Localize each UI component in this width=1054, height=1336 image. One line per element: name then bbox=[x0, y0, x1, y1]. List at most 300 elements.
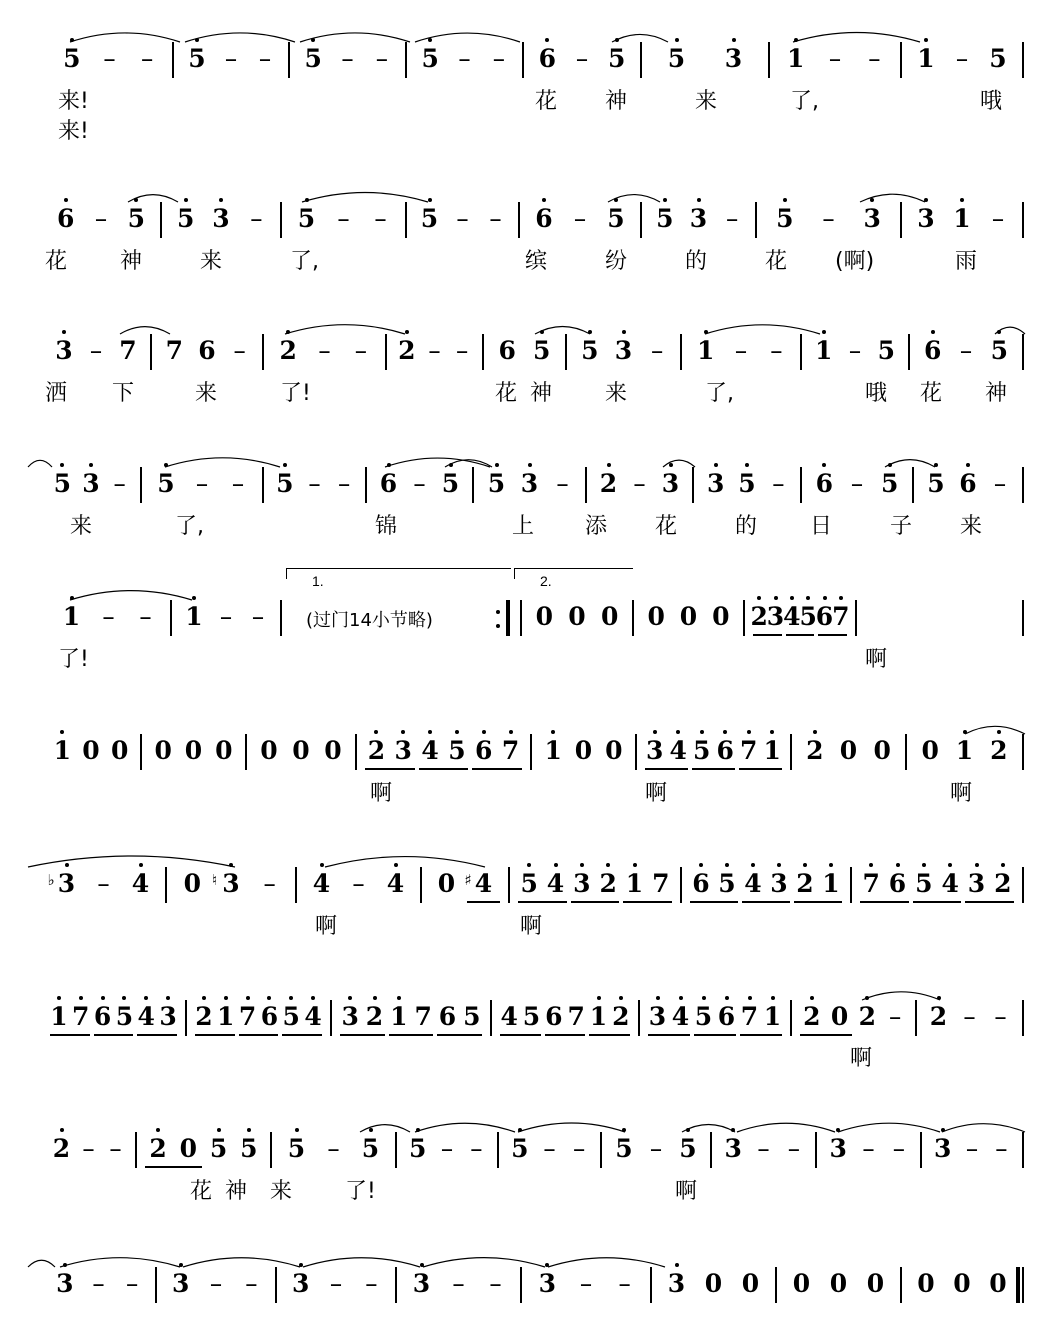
octave-dot bbox=[320, 863, 324, 867]
eighth-underline bbox=[282, 1034, 322, 1036]
dash-extension: – bbox=[125, 1269, 139, 1298]
octave-dot bbox=[60, 463, 64, 467]
lyric-syllable: 啊 bbox=[370, 781, 393, 806]
eighth-underline bbox=[965, 901, 1014, 903]
barline bbox=[1022, 334, 1024, 370]
octave-dot bbox=[70, 38, 74, 42]
volta-label-1: 1. bbox=[312, 573, 324, 589]
octave-dot bbox=[219, 198, 223, 202]
octave-dot bbox=[289, 996, 293, 1000]
note: 6 bbox=[692, 869, 710, 899]
note: 0 bbox=[873, 736, 891, 765]
note: 5 bbox=[421, 204, 439, 234]
barline bbox=[1022, 42, 1024, 78]
barline bbox=[280, 202, 282, 238]
slur bbox=[705, 325, 820, 334]
dash-extension: – bbox=[618, 1269, 631, 1298]
lyric-syllable: 了, bbox=[705, 381, 734, 406]
barline bbox=[1022, 467, 1024, 503]
barline bbox=[140, 467, 142, 503]
note: 4 bbox=[672, 1002, 690, 1032]
dash-extension: – bbox=[109, 1134, 122, 1163]
note: 3 bbox=[770, 869, 788, 899]
lyric-syllable: (啊) bbox=[835, 249, 875, 274]
note: 5 bbox=[915, 869, 933, 899]
note: 5 bbox=[693, 736, 711, 766]
octave-dot bbox=[420, 1263, 424, 1267]
barline bbox=[800, 334, 802, 370]
note: 1 bbox=[763, 736, 781, 766]
note: 5 bbox=[799, 602, 817, 632]
barline bbox=[1022, 1000, 1024, 1036]
dash-extension: – bbox=[82, 1134, 95, 1163]
octave-dot bbox=[997, 730, 1001, 734]
barline bbox=[170, 600, 172, 636]
octave-dot bbox=[134, 198, 138, 202]
octave-dot bbox=[527, 863, 531, 867]
barline bbox=[915, 1000, 917, 1036]
note: 6 bbox=[538, 44, 556, 74]
slur bbox=[185, 33, 295, 42]
dash-extension: – bbox=[959, 336, 973, 365]
note: 0 bbox=[82, 736, 100, 765]
eighth-underline bbox=[694, 1034, 736, 1036]
note: 1 bbox=[764, 1002, 782, 1032]
octave-dot bbox=[554, 863, 558, 867]
eighth-underline bbox=[239, 1034, 279, 1036]
note: 5 bbox=[522, 1002, 541, 1031]
note: 0 bbox=[989, 1269, 1007, 1298]
eighth-underline bbox=[94, 1034, 134, 1036]
note: 1 bbox=[953, 204, 971, 234]
barline bbox=[1022, 867, 1024, 903]
note: 7 bbox=[502, 736, 520, 766]
octave-dot bbox=[934, 463, 938, 467]
note: 2 bbox=[367, 736, 385, 766]
octave-dot bbox=[580, 863, 584, 867]
barline bbox=[508, 867, 510, 903]
eighth-underline bbox=[437, 1034, 482, 1036]
dash-extension: – bbox=[822, 204, 835, 233]
barline bbox=[815, 1132, 817, 1168]
slur bbox=[423, 1258, 545, 1267]
octave-dot bbox=[732, 38, 736, 42]
octave-dot bbox=[540, 330, 544, 334]
slur bbox=[415, 1123, 515, 1132]
note: 5 bbox=[511, 1134, 529, 1164]
note: 0 bbox=[260, 736, 278, 765]
note: 4 bbox=[669, 736, 687, 766]
barline bbox=[565, 334, 567, 370]
note: 7 bbox=[239, 1002, 257, 1032]
dash-extension: – bbox=[250, 204, 263, 233]
eighth-underline bbox=[818, 634, 847, 636]
octave-dot bbox=[202, 996, 206, 1000]
note: 1 bbox=[63, 602, 81, 632]
note: 5 bbox=[362, 1134, 380, 1164]
octave-dot bbox=[676, 730, 680, 734]
dash-extension: – bbox=[341, 44, 354, 73]
note: 2 bbox=[750, 602, 768, 632]
note: 0 bbox=[574, 736, 593, 765]
dash-extension: – bbox=[757, 1134, 770, 1163]
note: 5 bbox=[990, 336, 1008, 366]
note: 1 bbox=[590, 1002, 608, 1032]
octave-dot bbox=[663, 198, 667, 202]
note: 2 bbox=[930, 1002, 948, 1032]
dash-extension: – bbox=[649, 1134, 663, 1163]
note: 3 bbox=[55, 336, 73, 366]
barline bbox=[650, 1267, 652, 1303]
octave-dot bbox=[374, 730, 378, 734]
octave-dot bbox=[305, 198, 309, 202]
lyric-syllable: 花 bbox=[920, 381, 943, 406]
note: 5 bbox=[463, 1002, 481, 1031]
note: 5 bbox=[989, 44, 1007, 73]
note: 5 bbox=[53, 469, 71, 499]
octave-dot bbox=[702, 996, 706, 1000]
note: 2 bbox=[803, 1002, 821, 1032]
note: 4 bbox=[783, 602, 801, 632]
barline bbox=[395, 1267, 397, 1303]
dash-extension: – bbox=[413, 469, 426, 498]
octave-dot bbox=[545, 38, 549, 42]
dash-extension: – bbox=[329, 1269, 343, 1298]
lyric-syllable-verse-2: 来! bbox=[58, 119, 89, 144]
note: 6 bbox=[260, 1002, 278, 1032]
eighth-underline bbox=[648, 1034, 690, 1036]
octave-dot bbox=[283, 463, 287, 467]
note: 6 bbox=[535, 204, 553, 234]
note: 5 bbox=[877, 336, 896, 365]
eighth-underline bbox=[365, 768, 415, 770]
note: 5 bbox=[421, 44, 439, 74]
dash-extension: – bbox=[374, 204, 387, 233]
octave-dot bbox=[397, 996, 401, 1000]
note: 5 bbox=[409, 1134, 427, 1164]
dash-extension: – bbox=[734, 336, 748, 365]
note: 3 bbox=[646, 736, 664, 766]
octave-dot bbox=[192, 596, 196, 600]
barline bbox=[185, 1000, 187, 1036]
eighth-underline bbox=[786, 634, 815, 636]
slur bbox=[793, 32, 920, 42]
slur bbox=[120, 327, 170, 334]
eighth-underline bbox=[589, 1034, 630, 1036]
note: 3 bbox=[212, 204, 230, 234]
octave-dot bbox=[633, 863, 637, 867]
slur bbox=[548, 1258, 665, 1267]
octave-dot bbox=[770, 730, 774, 734]
note: 6 bbox=[198, 336, 216, 365]
octave-dot bbox=[924, 38, 928, 42]
barline bbox=[270, 1132, 272, 1168]
note: 5 bbox=[615, 1134, 633, 1164]
octave-dot bbox=[428, 198, 432, 202]
slur bbox=[70, 591, 192, 600]
note: 7 bbox=[119, 336, 137, 365]
slur bbox=[183, 1258, 300, 1267]
slur bbox=[862, 992, 940, 1000]
octave-dot bbox=[101, 996, 105, 1000]
note: 5 bbox=[63, 44, 81, 74]
repeat-dot bbox=[496, 610, 500, 614]
dash-extension: – bbox=[770, 336, 783, 365]
slur bbox=[965, 726, 1025, 734]
barline bbox=[280, 600, 282, 636]
octave-dot bbox=[614, 198, 618, 202]
note: 7 bbox=[740, 736, 758, 766]
note: 7 bbox=[741, 1002, 759, 1032]
eighth-underline bbox=[545, 1034, 586, 1036]
eighth-underline bbox=[623, 901, 672, 903]
octave-dot bbox=[822, 463, 826, 467]
barline bbox=[800, 467, 802, 503]
dash-extension: – bbox=[650, 336, 664, 365]
octave-dot bbox=[60, 1128, 64, 1132]
dash-extension: – bbox=[868, 44, 881, 73]
octave-dot bbox=[156, 1128, 160, 1132]
barline bbox=[405, 202, 407, 238]
barline bbox=[680, 334, 682, 370]
lyric-syllable: 纷 bbox=[605, 249, 628, 274]
note: 0 bbox=[110, 736, 129, 765]
lyric-syllable: 啊 bbox=[520, 914, 543, 939]
note: 6 bbox=[94, 1002, 112, 1032]
barline bbox=[150, 334, 152, 370]
octave-dot bbox=[62, 330, 66, 334]
lyric-syllable: 神 bbox=[120, 249, 143, 274]
note: 1 bbox=[822, 869, 840, 899]
barline bbox=[920, 1132, 922, 1168]
note: 6 bbox=[545, 1002, 563, 1031]
note: 4 bbox=[941, 869, 959, 899]
dash-extension: – bbox=[772, 469, 785, 498]
note: 5 bbox=[177, 204, 195, 234]
octave-dot bbox=[57, 996, 61, 1000]
note: 2 bbox=[279, 336, 297, 366]
repeat-barline bbox=[506, 600, 510, 636]
lyric-syllable: 花 bbox=[765, 249, 788, 274]
barline bbox=[1022, 600, 1024, 636]
slur bbox=[302, 193, 428, 203]
barline bbox=[585, 467, 587, 503]
octave-dot bbox=[669, 463, 673, 467]
lyric-syllable: 神 bbox=[605, 89, 628, 114]
barline bbox=[420, 867, 422, 903]
lyric-syllable: 啊 bbox=[850, 1046, 873, 1071]
barline bbox=[355, 734, 357, 770]
octave-dot bbox=[869, 863, 873, 867]
lyric-syllable: 子 bbox=[890, 514, 913, 539]
note: 4 bbox=[387, 869, 405, 899]
note: 3 bbox=[615, 336, 633, 366]
note: 3 bbox=[521, 469, 539, 499]
lyric-syllable: 锦 bbox=[375, 514, 398, 539]
note: 5 bbox=[695, 1002, 713, 1032]
octave-dot bbox=[416, 1128, 420, 1132]
note: 3 bbox=[662, 469, 680, 499]
accidental: ♯ bbox=[464, 871, 472, 889]
note: 0 bbox=[605, 736, 623, 765]
octave-dot bbox=[839, 596, 843, 600]
slur bbox=[28, 460, 52, 467]
dash-extension: – bbox=[103, 44, 116, 73]
barline bbox=[600, 1132, 602, 1168]
barline bbox=[395, 1132, 397, 1168]
barline bbox=[245, 734, 247, 770]
eighth-underline bbox=[389, 1034, 434, 1036]
note: 3 bbox=[341, 1002, 359, 1032]
note: 0 bbox=[921, 736, 939, 765]
note: 0 bbox=[535, 602, 554, 631]
volta-bracket-2 bbox=[514, 568, 633, 579]
barline bbox=[692, 467, 694, 503]
dash-extension: – bbox=[89, 336, 103, 365]
octave-dot bbox=[286, 330, 290, 334]
octave-dot bbox=[963, 730, 967, 734]
octave-dot bbox=[295, 1128, 299, 1132]
note: 1 bbox=[53, 736, 71, 766]
dash-extension: – bbox=[258, 44, 272, 73]
note: 5 bbox=[679, 1134, 697, 1164]
barline bbox=[640, 42, 642, 78]
octave-dot bbox=[836, 1128, 840, 1132]
note: 4 bbox=[547, 869, 565, 899]
eighth-underline bbox=[740, 1034, 782, 1036]
eighth-underline bbox=[794, 901, 842, 903]
octave-dot bbox=[686, 1128, 690, 1132]
octave-dot bbox=[697, 198, 701, 202]
note: 0 bbox=[917, 1269, 935, 1298]
eighth-underline bbox=[472, 768, 522, 770]
lyric-syllable: 哦 bbox=[865, 381, 888, 406]
barline bbox=[1022, 1132, 1024, 1168]
note: 0 bbox=[292, 736, 310, 765]
note: 3 bbox=[707, 469, 725, 499]
barline bbox=[135, 1132, 137, 1168]
slur bbox=[682, 1125, 735, 1132]
dash-extension: – bbox=[231, 469, 245, 498]
barline bbox=[275, 1267, 277, 1303]
note: 7 bbox=[165, 336, 184, 365]
barline bbox=[520, 1267, 522, 1303]
accidental: ♭ bbox=[47, 871, 55, 889]
barline bbox=[900, 1267, 902, 1303]
note: 4 bbox=[313, 869, 331, 899]
octave-dot bbox=[922, 863, 926, 867]
note: 6 bbox=[816, 602, 834, 632]
note: 3 bbox=[690, 204, 708, 234]
octave-dot bbox=[731, 1128, 735, 1132]
dash-extension: – bbox=[492, 44, 506, 73]
note: 1 bbox=[544, 736, 562, 766]
note: 5 bbox=[738, 469, 756, 499]
octave-dot bbox=[699, 863, 703, 867]
octave-dot bbox=[941, 1128, 945, 1132]
dash-extension: – bbox=[224, 44, 238, 73]
dash-extension: – bbox=[113, 469, 126, 498]
note: 6 bbox=[498, 336, 516, 365]
note: 5 bbox=[607, 204, 625, 234]
barline bbox=[743, 600, 745, 636]
dash-extension: – bbox=[995, 1134, 1008, 1163]
octave-dot bbox=[89, 463, 93, 467]
lyric-syllable: 神 bbox=[225, 1179, 248, 1204]
note: 1 bbox=[815, 336, 833, 366]
note: 2 bbox=[53, 1134, 71, 1164]
octave-dot bbox=[745, 463, 749, 467]
barline bbox=[518, 202, 520, 238]
octave-dot bbox=[783, 198, 787, 202]
lyric-syllable: 花 bbox=[495, 381, 518, 406]
dash-extension: – bbox=[489, 1269, 502, 1298]
note: 1 bbox=[697, 336, 715, 366]
octave-dot bbox=[656, 996, 660, 1000]
note: 4 bbox=[132, 869, 150, 899]
lyric-syllable: 缤 bbox=[525, 249, 548, 274]
note: 3 bbox=[573, 869, 591, 899]
dash-extension: – bbox=[245, 1269, 258, 1298]
accidental: ♮ bbox=[212, 871, 218, 889]
note: 2 bbox=[398, 336, 416, 366]
note: 3 bbox=[172, 1269, 190, 1299]
barline bbox=[1022, 734, 1024, 770]
note: 7 bbox=[652, 869, 670, 898]
dash-extension: – bbox=[572, 1134, 586, 1163]
note: 3 bbox=[829, 1134, 847, 1164]
lyric-syllable: 日 bbox=[810, 514, 833, 539]
dash-extension: – bbox=[787, 1134, 801, 1163]
barline bbox=[900, 202, 902, 238]
eighth-underline bbox=[195, 1034, 235, 1036]
dash-extension: – bbox=[892, 1134, 906, 1163]
octave-dot bbox=[387, 463, 391, 467]
eighth-underline bbox=[742, 901, 790, 903]
octave-dot bbox=[509, 730, 513, 734]
octave-dot bbox=[822, 330, 826, 334]
dash-extension: – bbox=[456, 204, 469, 233]
slur bbox=[737, 1123, 835, 1132]
octave-dot bbox=[195, 38, 199, 42]
octave-dot bbox=[723, 730, 727, 734]
note: 5 bbox=[656, 204, 674, 234]
barline bbox=[262, 467, 264, 503]
lyric-syllable: 花 bbox=[655, 514, 678, 539]
lyric-syllable: 花 bbox=[535, 89, 558, 114]
octave-dot bbox=[896, 863, 900, 867]
note: 3 bbox=[82, 469, 100, 499]
note: 5 bbox=[533, 336, 551, 366]
barline bbox=[640, 202, 642, 238]
note: 0 bbox=[437, 869, 456, 898]
note: 0 bbox=[183, 869, 202, 898]
eighth-underline bbox=[50, 1034, 90, 1036]
octave-dot bbox=[217, 1128, 221, 1132]
note: 5 bbox=[276, 469, 294, 499]
lyric-syllable: 来 bbox=[270, 1179, 293, 1204]
octave-dot bbox=[179, 1263, 183, 1267]
dash-extension: – bbox=[965, 1134, 979, 1163]
octave-dot bbox=[870, 198, 874, 202]
octave-dot bbox=[774, 596, 778, 600]
barline bbox=[522, 42, 524, 78]
note: 3 bbox=[538, 1269, 556, 1299]
dash-extension: – bbox=[489, 204, 502, 233]
dash-extension: – bbox=[97, 869, 110, 898]
dash-extension: – bbox=[888, 1002, 902, 1031]
dash-extension: – bbox=[337, 204, 350, 233]
